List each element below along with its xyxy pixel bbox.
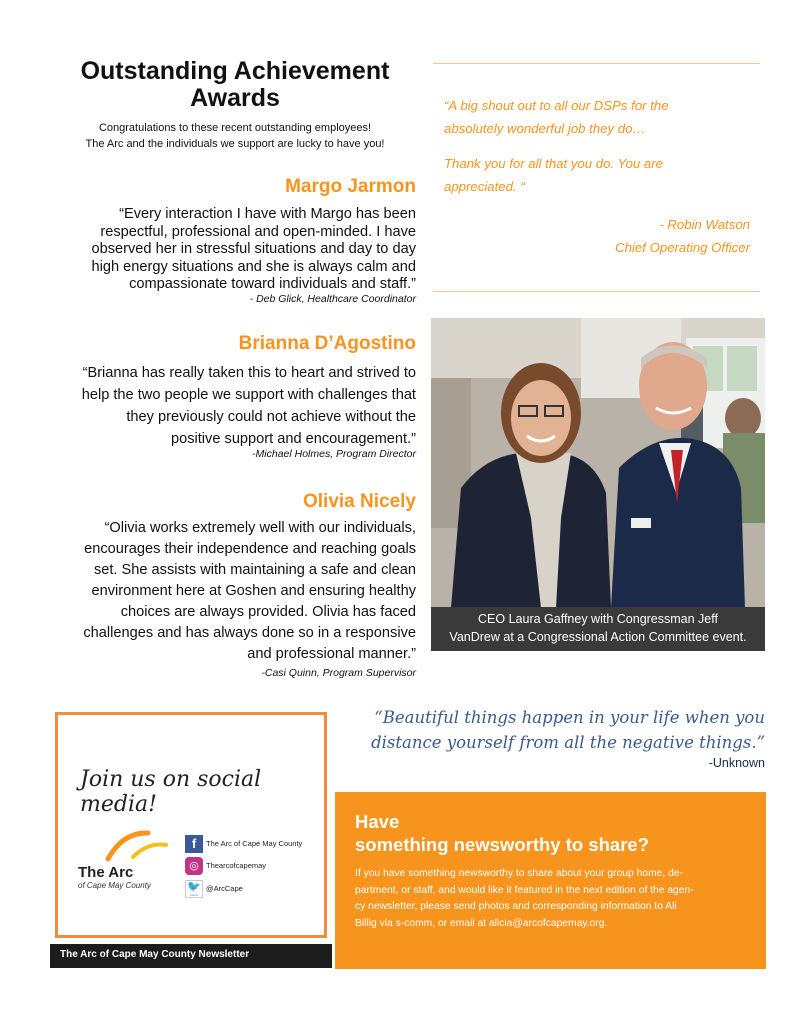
award-quote-brianna <box>82 362 416 450</box>
quote-line: positive support and encouragement.” <box>170 431 416 447</box>
divider-bottom <box>433 291 760 292</box>
quote-line: compassionate toward individuals and staff.” <box>129 276 416 292</box>
newsworthy-box <box>335 792 766 969</box>
award-name-margo: Margo Jarmon <box>285 176 416 197</box>
social-media-box <box>55 712 327 938</box>
quote-line-2: distance yourself from all the negative things.” <box>371 733 765 752</box>
heading-line-1: Have <box>355 811 400 832</box>
social-link-twitter[interactable] <box>185 877 325 900</box>
inspirational-quote <box>345 705 765 755</box>
body-line: Billig via s-comm, or email at alicia@arcofcapemay.org. <box>355 917 608 929</box>
shoutout-quote <box>444 94 764 198</box>
arc-logo-sub: of Cape May County <box>78 881 151 890</box>
social-link-instagram[interactable] <box>185 854 325 877</box>
award-attribution-olivia: -Casi Quinn, Program Supervisor <box>261 667 416 679</box>
event-photo <box>431 318 765 608</box>
instagram-label: Thearcofcapemay <box>206 861 267 870</box>
social-links <box>185 833 325 900</box>
subtitle-line-1: Congratulations to these recent outstanding employees! <box>98 122 372 134</box>
caption-line-2: VanDrew at a Congressional Action Committee event. <box>449 630 747 644</box>
body-line: If you have something newsworthy to share about your group home, de- <box>355 868 683 879</box>
twitter-label: @ArcCape <box>206 884 243 893</box>
facebook-icon: f <box>185 835 203 853</box>
body-line: partment, or staff, and would like it featured in the next edition of the agen- <box>355 884 694 896</box>
quote-line: respectful, professional and open-minded. I have <box>100 223 416 240</box>
shoutout-line: “A big shout out to all our DSPs for the <box>444 98 669 113</box>
quote-line: high energy situations and she is always calm and <box>91 258 416 275</box>
social-heading: Join us on social media! <box>80 767 262 817</box>
facebook-label: The Arc of Cape May County <box>206 839 303 848</box>
subtitle <box>40 120 430 152</box>
arc-swoosh-icon <box>78 827 173 863</box>
twitter-icon-text: follow <box>190 892 198 897</box>
instagram-icon: ◎ <box>185 857 203 875</box>
quote-author: -Unknown <box>708 756 765 770</box>
signer-title: Chief Operating Officer <box>615 240 750 255</box>
quote-line: “Every interaction I have with Margo has been <box>119 206 416 222</box>
quote-line: encourages their independence and reaching goals <box>84 541 416 557</box>
award-attribution-margo: - Deb Glick, Healthcare Coordinator <box>249 293 416 305</box>
social-link-facebook[interactable] <box>185 833 325 854</box>
quote-line: set. She assists with maintaining a safe and clean <box>93 562 416 578</box>
newsworthy-heading <box>355 810 649 856</box>
photo-caption <box>431 607 765 651</box>
newsworthy-body <box>355 866 755 932</box>
signer-name: - Robin Watson <box>659 217 750 232</box>
arc-logo <box>78 827 173 907</box>
title-line-1: Outstanding Achievement <box>80 57 390 85</box>
shoutout-signature <box>444 213 750 259</box>
arc-logo-name: The Arc <box>78 864 134 881</box>
award-name-olivia: Olivia Nicely <box>302 491 416 512</box>
quote-line: they previously could not achieve without the <box>126 409 416 425</box>
award-quote-margo <box>92 206 417 294</box>
title-line-2: Awards <box>190 84 280 112</box>
quote-line: help the two people we support with challenges that <box>81 387 416 403</box>
shoutout-line: appreciated. “ <box>444 179 525 194</box>
newsletter-footer: The Arc of Cape May County Newsletter <box>50 944 332 968</box>
heading-line-2: something newsworthy to share? <box>355 834 649 855</box>
award-name-brianna: Brianna D’Agostino <box>238 333 416 354</box>
shoutout-line: absolutely wonderful job they do… <box>444 121 646 136</box>
quote-line: “Olivia works extremely well with our individuals, <box>104 520 416 536</box>
quote-line: choices are always provided. Olivia has faced <box>120 604 416 620</box>
quote-line: challenges and has always done so in a responsive <box>83 625 416 641</box>
shoutout-line: Thank you for all that you do. You are <box>444 156 663 171</box>
quote-line: environment here at Goshen and ensuring healthy <box>91 583 416 599</box>
quote-line: and professional manner.” <box>247 646 416 662</box>
twitter-icon: 🐦 follow <box>185 880 203 898</box>
award-quote-olivia <box>83 518 416 665</box>
body-line: cy newsletter, please send photos and corresponding information to Ali <box>355 901 677 912</box>
quote-line: “Brianna has really taken this to heart and strived to <box>82 365 416 381</box>
quote-line-1: “Beautiful things happen in your life when you <box>374 708 765 727</box>
caption-line-1: CEO Laura Gaffney with Congressman Jeff <box>478 612 718 626</box>
divider-top <box>433 63 760 64</box>
subtitle-line-2: The Arc and the individuals we support are lucky to have you! <box>85 138 385 150</box>
page-title <box>40 58 430 112</box>
quote-line: observed her in stressful situations and day to day <box>91 241 416 257</box>
award-attribution-brianna: -Michael Holmes, Program Director <box>252 448 416 460</box>
